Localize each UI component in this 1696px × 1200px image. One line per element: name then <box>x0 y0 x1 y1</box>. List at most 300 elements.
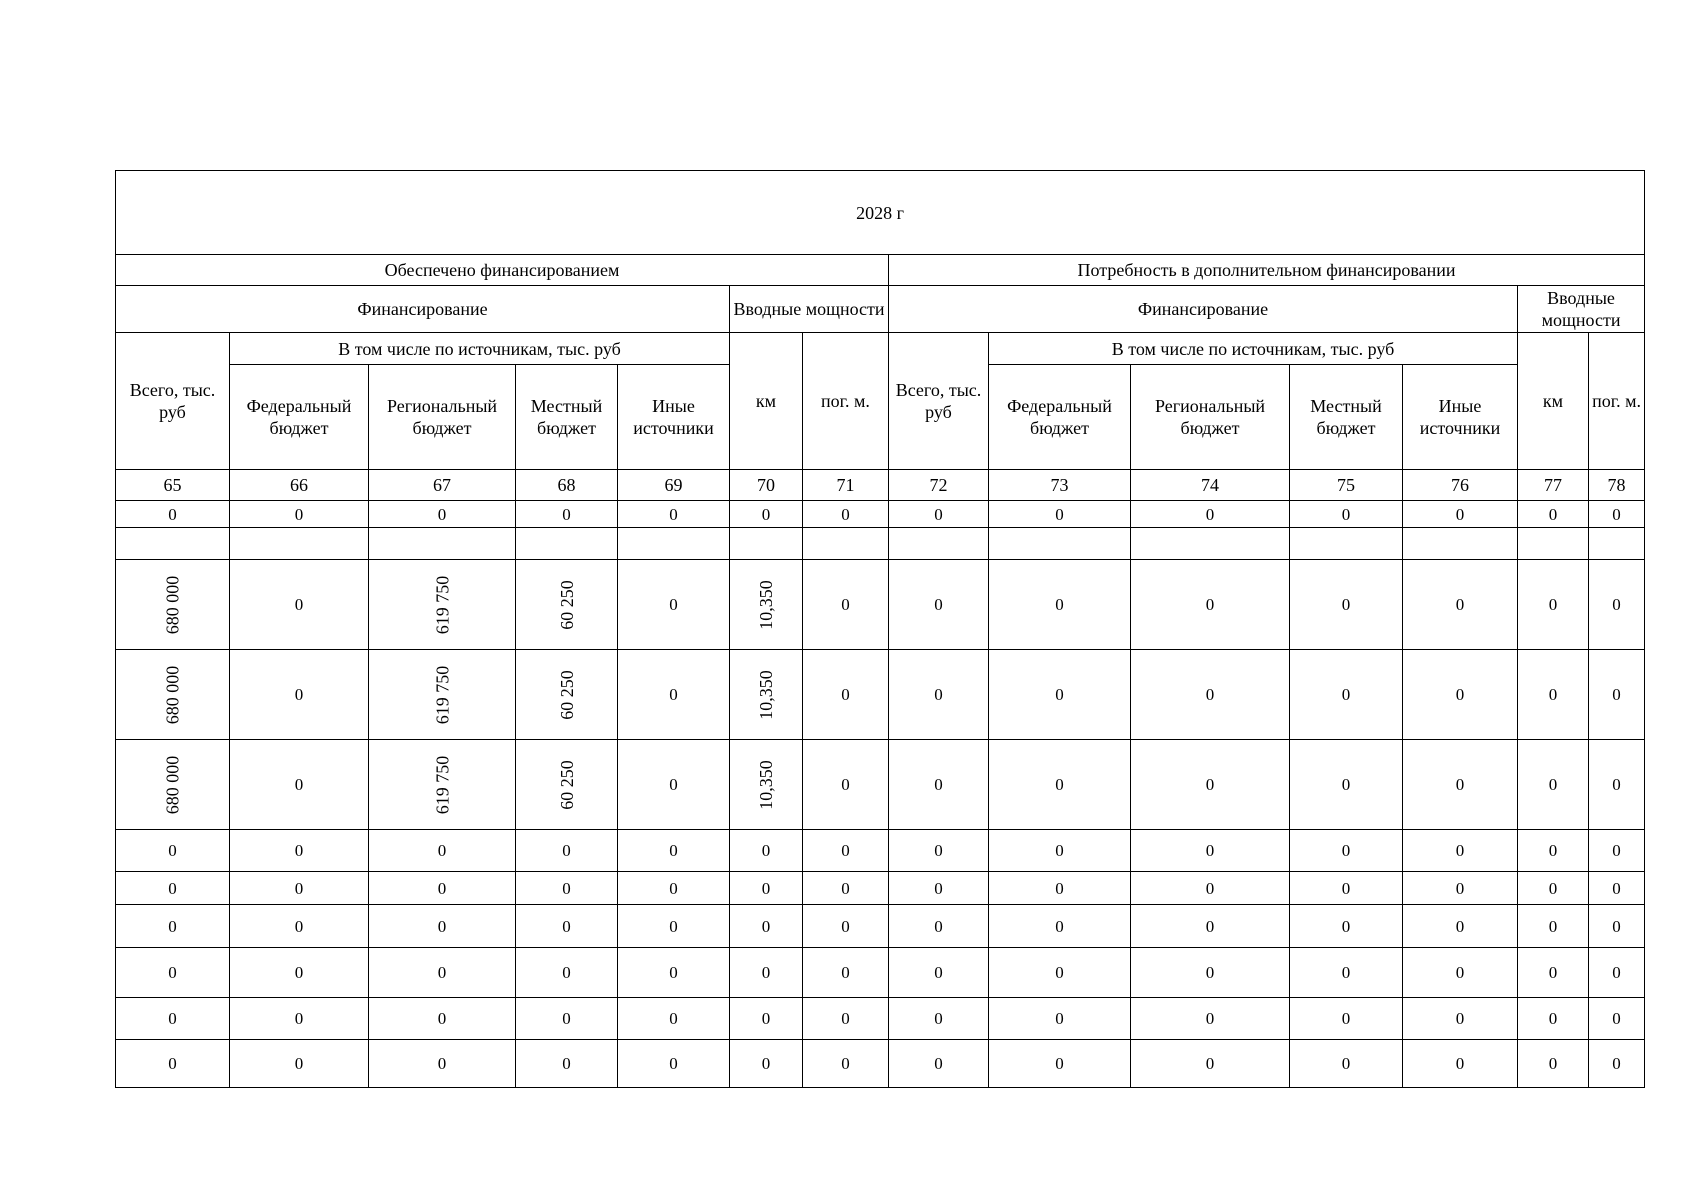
table-cell <box>618 501 730 528</box>
col-total-secured: Всего, тыс. руб <box>116 333 230 470</box>
cell-value: 0 <box>1341 841 1351 860</box>
table-cell <box>516 872 618 905</box>
cell-value: 0 <box>1055 1009 1064 1028</box>
cell-value: 0 <box>934 595 943 614</box>
cell-value: 0 <box>934 775 943 794</box>
cell-value: 0 <box>562 878 571 898</box>
table-cell <box>369 905 516 948</box>
cell-value: 0 <box>437 504 447 524</box>
table-row <box>116 740 1645 830</box>
cell-value: 0 <box>841 963 850 982</box>
cell-value: 680 000 <box>162 575 183 634</box>
table-cell <box>116 650 230 740</box>
col-number: 70 <box>730 470 803 501</box>
table-cell <box>889 830 989 872</box>
cell-value: 0 <box>294 504 304 524</box>
table-cell <box>1589 528 1645 560</box>
cell-value: 0 <box>934 685 943 704</box>
cell-value: 619 750 <box>432 755 452 814</box>
table-cell <box>1290 528 1403 560</box>
table-cell <box>1403 948 1518 998</box>
cell-value: 0 <box>562 963 571 982</box>
table-cell <box>116 872 230 905</box>
table-cell <box>730 650 803 740</box>
cell-value: 0 <box>1612 963 1621 982</box>
cell-value: 0 <box>168 963 177 982</box>
cell-value: 0 <box>841 1054 850 1073</box>
table-cell <box>230 560 369 650</box>
table-cell <box>618 872 730 905</box>
table-cell <box>369 998 516 1040</box>
col-number: 73 <box>989 470 1131 501</box>
cell-value: 0 <box>1548 504 1558 524</box>
table-cell <box>516 905 618 948</box>
table-cell <box>1290 560 1403 650</box>
table-cell <box>889 560 989 650</box>
cell-value: 0 <box>1548 1054 1558 1073</box>
cell-value: 0 <box>1341 595 1351 614</box>
table-cell <box>618 650 730 740</box>
table-cell <box>1518 872 1589 905</box>
table-cell <box>989 560 1131 650</box>
cell-value: 0 <box>1055 685 1064 704</box>
cell-value: 0 <box>1455 963 1465 982</box>
financing-header-secured: Финансирование <box>116 286 730 333</box>
table-cell <box>803 948 889 998</box>
cell-value: 0 <box>934 841 943 860</box>
cell-value: 0 <box>1055 916 1064 936</box>
cell-value: 0 <box>1612 685 1621 704</box>
table-row <box>116 650 1645 740</box>
table-cell <box>803 872 889 905</box>
table-row <box>116 948 1645 998</box>
col-federal-secured: Федеральный бюджет <box>230 365 369 470</box>
table-cell <box>803 1040 889 1088</box>
cell-value: 0 <box>1455 916 1465 936</box>
cell-value: 0 <box>1455 1009 1465 1028</box>
cell-value: 0 <box>1205 916 1215 936</box>
table-row <box>116 872 1645 905</box>
table-cell <box>1290 650 1403 740</box>
table-cell <box>889 528 989 560</box>
table-cell <box>1290 740 1403 830</box>
cell-value: 0 <box>1612 504 1621 524</box>
table-cell <box>1518 650 1589 740</box>
cell-value: 0 <box>669 504 678 524</box>
cell-value: 0 <box>294 1009 304 1028</box>
table-cell <box>730 528 803 560</box>
capacity-header-need: Вводные мощности <box>1518 286 1645 333</box>
cell-value: 10,350 <box>756 669 776 720</box>
table-row <box>116 1040 1645 1088</box>
cell-value: 0 <box>168 504 177 524</box>
col-pog-secured: пог. м. <box>803 333 889 470</box>
cell-value: 0 <box>1205 775 1215 794</box>
section-need: Потребность в дополнительном финансировании <box>889 255 1645 286</box>
table-cell <box>803 998 889 1040</box>
table-cell <box>803 830 889 872</box>
table-cell <box>116 998 230 1040</box>
cell-value: 0 <box>761 916 771 936</box>
table-cell <box>618 905 730 948</box>
table-cell <box>889 1040 989 1088</box>
table-cell <box>1403 998 1518 1040</box>
table-cell <box>989 501 1131 528</box>
cell-value: 0 <box>562 1009 571 1028</box>
table-cell <box>730 948 803 998</box>
table-cell <box>730 998 803 1040</box>
table-cell <box>989 830 1131 872</box>
col-number: 66 <box>230 470 369 501</box>
cell-value: 0 <box>437 841 447 860</box>
cell-value: 0 <box>934 878 943 898</box>
table-row <box>116 830 1645 872</box>
cell-value: 0 <box>934 1054 943 1073</box>
cell-value: 60 250 <box>556 759 577 810</box>
cell-value: 0 <box>1055 963 1064 982</box>
table-cell <box>989 905 1131 948</box>
financing-header-need: Финансирование <box>889 286 1518 333</box>
cell-value: 0 <box>1548 878 1558 898</box>
table-row <box>116 905 1645 948</box>
cell-value: 0 <box>168 1054 177 1073</box>
cell-value: 0 <box>841 878 850 898</box>
table-cell <box>1290 501 1403 528</box>
cell-value: 0 <box>1548 775 1558 794</box>
cell-value: 0 <box>669 963 678 982</box>
table-cell <box>803 528 889 560</box>
table-cell <box>516 830 618 872</box>
cell-value: 0 <box>841 685 850 704</box>
cell-value: 0 <box>1205 595 1215 614</box>
cell-value: 0 <box>934 504 943 524</box>
cell-value: 0 <box>934 916 943 936</box>
table-cell <box>516 948 618 998</box>
table-cell <box>989 872 1131 905</box>
table-cell <box>369 528 516 560</box>
cell-value: 0 <box>669 775 678 794</box>
col-number: 75 <box>1290 470 1403 501</box>
col-number: 65 <box>116 470 230 501</box>
cell-value: 0 <box>294 685 304 704</box>
table-cell <box>1131 872 1290 905</box>
table-cell <box>230 528 369 560</box>
table-cell <box>1131 501 1290 528</box>
cell-value: 0 <box>1205 685 1215 704</box>
table-cell <box>1290 1040 1403 1088</box>
cell-value: 0 <box>1341 1009 1351 1028</box>
cell-value: 0 <box>841 1009 850 1028</box>
table-cell <box>516 1040 618 1088</box>
table-cell <box>230 872 369 905</box>
financing-table <box>115 170 1645 1088</box>
cell-value: 0 <box>1612 595 1621 614</box>
col-regional-need: Региональный бюджет <box>1131 365 1290 470</box>
table-cell <box>516 528 618 560</box>
table-cell <box>230 905 369 948</box>
cell-value: 60 250 <box>556 579 577 630</box>
table-cell <box>1131 1040 1290 1088</box>
table-cell <box>1589 501 1645 528</box>
cell-value: 10,350 <box>756 579 776 630</box>
table-cell <box>730 501 803 528</box>
cell-value: 0 <box>669 1054 678 1073</box>
table-cell <box>989 740 1131 830</box>
cell-value: 0 <box>168 916 177 936</box>
table-row <box>116 998 1645 1040</box>
table-cell <box>230 830 369 872</box>
table-cell <box>989 998 1131 1040</box>
table-cell <box>730 905 803 948</box>
table-cell <box>618 948 730 998</box>
cell-value: 0 <box>841 775 850 794</box>
table-cell <box>1403 528 1518 560</box>
cell-value: 0 <box>437 1054 447 1073</box>
cell-value: 0 <box>562 504 571 524</box>
cell-value: 0 <box>1548 595 1558 614</box>
table-cell <box>116 948 230 998</box>
table-cell <box>516 740 618 830</box>
table-cell <box>116 528 230 560</box>
capacity-header-secured: Вводные мощности <box>730 286 889 333</box>
table-cell <box>1131 905 1290 948</box>
table-cell <box>1290 830 1403 872</box>
table-cell <box>1589 830 1645 872</box>
table-cell <box>369 1040 516 1088</box>
cell-value: 0 <box>1055 1054 1064 1073</box>
cell-value: 0 <box>1341 878 1351 898</box>
cell-value: 0 <box>1341 916 1351 936</box>
cell-value: 680 000 <box>162 665 183 724</box>
table-cell <box>1290 948 1403 998</box>
table-cell <box>989 1040 1131 1088</box>
table-cell <box>116 501 230 528</box>
table-cell <box>369 650 516 740</box>
cell-value: 0 <box>761 878 771 898</box>
table-cell <box>803 501 889 528</box>
cell-value: 0 <box>1612 1054 1621 1073</box>
table-cell <box>803 560 889 650</box>
table-cell <box>1131 830 1290 872</box>
table-cell <box>1403 740 1518 830</box>
cell-value: 0 <box>761 1009 771 1028</box>
cell-value: 0 <box>669 595 678 614</box>
table-cell <box>889 650 989 740</box>
table-cell <box>618 1040 730 1088</box>
table-row <box>116 501 1645 528</box>
table-cell <box>889 740 989 830</box>
table-cell <box>989 650 1131 740</box>
table-cell <box>116 560 230 650</box>
col-km-need: км <box>1518 333 1589 470</box>
cell-value: 619 750 <box>432 665 452 724</box>
by-source-header-secured: В том числе по источникам, тыс. руб <box>230 333 730 365</box>
cell-value: 0 <box>841 595 850 614</box>
table-cell <box>1518 830 1589 872</box>
table-cell <box>516 560 618 650</box>
table-cell <box>730 1040 803 1088</box>
cell-value: 0 <box>1548 1009 1558 1028</box>
col-number: 78 <box>1589 470 1645 501</box>
table-cell <box>1131 528 1290 560</box>
table-cell <box>1403 905 1518 948</box>
table-cell <box>116 830 230 872</box>
table-cell <box>1589 560 1645 650</box>
column-number-row <box>116 470 1645 501</box>
cell-value: 0 <box>934 963 943 982</box>
cell-value: 680 000 <box>162 755 183 814</box>
cell-value: 0 <box>562 1054 571 1073</box>
table-cell <box>1518 740 1589 830</box>
cell-value: 0 <box>669 878 678 898</box>
cell-value: 0 <box>1055 595 1064 614</box>
table-cell <box>1403 650 1518 740</box>
cell-value: 0 <box>437 963 447 982</box>
table-cell <box>1589 998 1645 1040</box>
col-number: 74 <box>1131 470 1290 501</box>
table-cell <box>1403 1040 1518 1088</box>
table-cell <box>730 872 803 905</box>
table-cell <box>1518 998 1589 1040</box>
table-cell <box>618 830 730 872</box>
table-cell <box>516 998 618 1040</box>
cell-value: 0 <box>1455 878 1465 898</box>
table-cell <box>369 501 516 528</box>
table-cell <box>516 650 618 740</box>
cell-value: 0 <box>934 1009 943 1028</box>
cell-value: 0 <box>1205 878 1215 898</box>
table-cell <box>1518 948 1589 998</box>
table-cell <box>369 560 516 650</box>
cell-value: 0 <box>1548 963 1558 982</box>
cell-value: 0 <box>294 841 304 860</box>
table-cell <box>618 528 730 560</box>
col-number: 69 <box>618 470 730 501</box>
col-total-need: Всего, тыс. руб <box>889 333 989 470</box>
cell-value: 0 <box>841 504 850 524</box>
table-cell <box>1131 740 1290 830</box>
table-cell <box>116 1040 230 1088</box>
table-cell <box>369 740 516 830</box>
cell-value: 0 <box>1205 841 1215 860</box>
cell-value: 0 <box>1612 916 1621 936</box>
section-secured: Обеспечено финансированием <box>116 255 889 286</box>
cell-value: 0 <box>1205 1009 1215 1028</box>
cell-value: 0 <box>294 1054 304 1073</box>
table-cell <box>889 905 989 948</box>
cell-value: 0 <box>437 878 447 898</box>
table-cell <box>1131 650 1290 740</box>
cell-value: 0 <box>294 916 304 936</box>
cell-value: 10,350 <box>756 759 776 810</box>
cell-value: 0 <box>1055 878 1064 898</box>
table-cell <box>230 740 369 830</box>
table-cell <box>1403 872 1518 905</box>
table-cell <box>618 998 730 1040</box>
table-cell <box>889 501 989 528</box>
table-cell <box>1518 501 1589 528</box>
cell-value: 0 <box>562 841 571 860</box>
cell-value: 0 <box>1205 1054 1215 1073</box>
cell-value: 0 <box>1055 504 1064 524</box>
table-cell <box>730 560 803 650</box>
cell-value: 0 <box>1455 595 1465 614</box>
cell-value: 0 <box>761 1054 771 1073</box>
table-cell <box>230 998 369 1040</box>
table-cell <box>889 872 989 905</box>
cell-value: 0 <box>294 595 304 614</box>
cell-value: 0 <box>437 1009 447 1028</box>
cell-value: 0 <box>168 878 177 898</box>
cell-value: 0 <box>1612 775 1621 794</box>
col-pog-need: пог. м. <box>1589 333 1645 470</box>
table-cell <box>116 740 230 830</box>
col-km-secured: км <box>730 333 803 470</box>
col-regional-secured: Региональный бюджет <box>369 365 516 470</box>
cell-value: 0 <box>1455 685 1465 704</box>
col-local-secured: Местный бюджет <box>516 365 618 470</box>
cell-value: 0 <box>1455 841 1465 860</box>
table-cell <box>1403 560 1518 650</box>
table-cell <box>1518 1040 1589 1088</box>
cell-value: 0 <box>562 916 571 936</box>
table-cell <box>889 948 989 998</box>
cell-value: 0 <box>294 878 304 898</box>
col-number: 71 <box>803 470 889 501</box>
col-other-secured: Иные источники <box>618 365 730 470</box>
col-number: 67 <box>369 470 516 501</box>
table-cell <box>989 948 1131 998</box>
table-cell <box>1403 830 1518 872</box>
table-row <box>116 528 1645 560</box>
table-cell <box>730 740 803 830</box>
cell-value: 60 250 <box>556 669 577 720</box>
cell-value: 0 <box>1548 916 1558 936</box>
cell-value: 0 <box>168 1009 177 1028</box>
cell-value: 0 <box>1341 775 1351 794</box>
cell-value: 0 <box>761 841 771 860</box>
cell-value: 0 <box>1612 1009 1621 1028</box>
cell-value: 0 <box>669 916 678 936</box>
cell-value: 0 <box>1055 775 1064 794</box>
table-cell <box>618 740 730 830</box>
table-cell <box>230 501 369 528</box>
table-cell <box>1131 560 1290 650</box>
table-cell <box>369 872 516 905</box>
table-cell <box>230 948 369 998</box>
table-cell <box>1131 998 1290 1040</box>
cell-value: 0 <box>1341 504 1351 524</box>
table-cell <box>1589 740 1645 830</box>
table-cell <box>369 830 516 872</box>
cell-value: 0 <box>1612 841 1621 860</box>
table-cell <box>1589 872 1645 905</box>
cell-value: 0 <box>1205 963 1215 982</box>
cell-value: 0 <box>669 685 678 704</box>
table-cell <box>1589 905 1645 948</box>
table-cell <box>1589 1040 1645 1088</box>
col-number: 72 <box>889 470 989 501</box>
table-cell <box>516 501 618 528</box>
col-other-need: Иные источники <box>1403 365 1518 470</box>
table-cell <box>1518 905 1589 948</box>
cell-value: 0 <box>1341 685 1351 704</box>
table-cell <box>803 740 889 830</box>
cell-value: 619 750 <box>432 575 452 634</box>
table-cell <box>116 905 230 948</box>
table-cell <box>889 998 989 1040</box>
table-cell <box>1589 650 1645 740</box>
